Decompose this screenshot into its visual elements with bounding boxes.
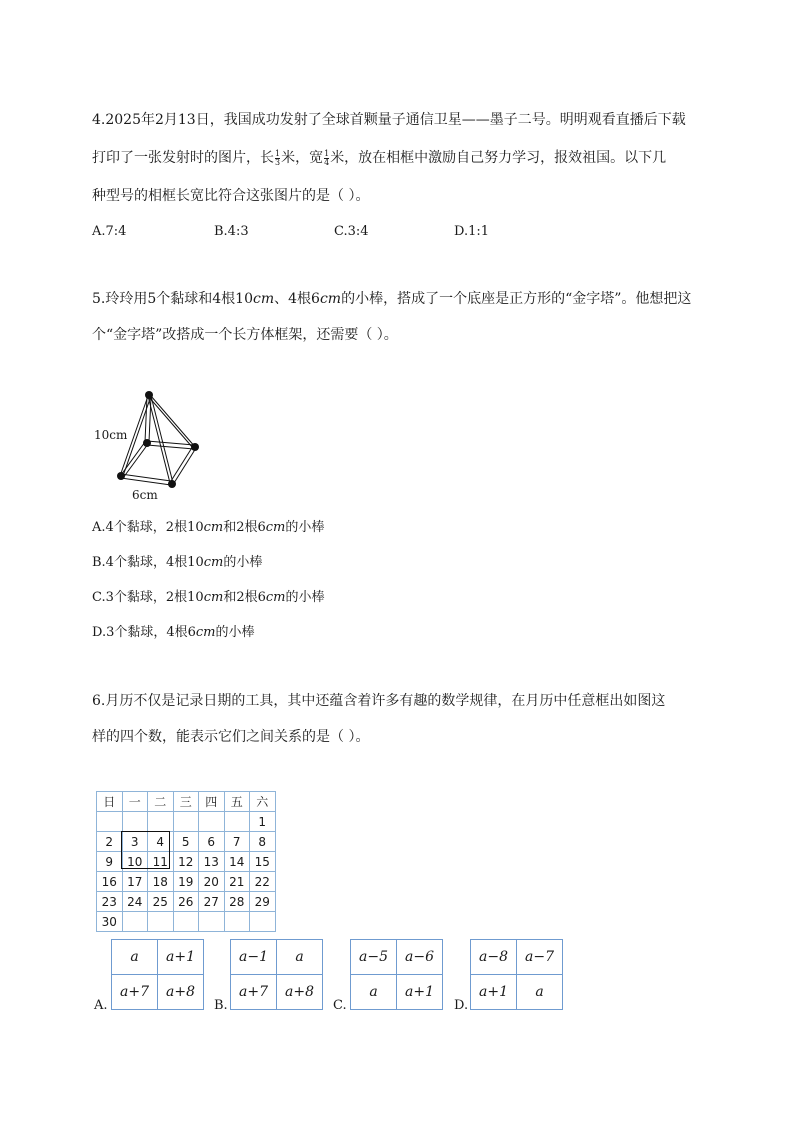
calendar-cell: [224, 912, 250, 932]
calendar-row: [97, 892, 276, 912]
q5-line1: [92, 289, 691, 309]
q5-option-b[interactable]: [92, 554, 262, 572]
fraction-one-fourth: $\frac{1}{4}$: [324, 148, 330, 167]
q6-choice-c-grid[interactable]: [350, 939, 443, 1010]
q5-line1-b: 、4根6: [274, 291, 320, 307]
q5-unit: cm: [265, 590, 286, 605]
calendar-row: [97, 812, 276, 832]
calendar-cell: 17: [122, 872, 148, 892]
calendar-cell: 10: [122, 852, 148, 872]
calendar-cell: 5: [173, 832, 199, 852]
calendar-row: [97, 912, 276, 932]
calendar-cell: 1: [250, 812, 276, 832]
q5-option-a[interactable]: [92, 519, 324, 537]
calendar-header-cell: 一: [122, 792, 148, 812]
grid-cell: a: [351, 975, 397, 1010]
calendar-cell: 23: [97, 892, 123, 912]
q5-a-part3: 的小棒: [285, 520, 325, 535]
q5-a-part2: 和2根6: [223, 520, 266, 535]
calendar-cell: 29: [250, 892, 276, 912]
calendar-cell: 19: [173, 872, 199, 892]
calendar-header-row: [97, 792, 276, 812]
q4-option-a[interactable]: A.7:4: [92, 224, 127, 239]
label-6cm: 6cm: [132, 488, 158, 502]
calendar-cell: 6: [199, 832, 225, 852]
calendar-cell: 22: [250, 872, 276, 892]
calendar-selection-frame: [121, 831, 170, 869]
calendar-cell: 20: [199, 872, 225, 892]
grid-cell: a+8: [277, 975, 323, 1010]
calendar-header-cell: 六: [250, 792, 276, 812]
calendar-cell: [122, 812, 148, 832]
calendar-cell: [224, 812, 250, 832]
q5-unit: cm: [195, 625, 216, 640]
q4-option-c[interactable]: C.3:4: [334, 224, 369, 239]
grid-cell: a: [112, 940, 158, 975]
grid-cell: a−6: [397, 940, 443, 975]
calendar-cell: [148, 912, 174, 932]
q4-option-b[interactable]: B.4:3: [214, 224, 249, 239]
grid-cell: a−1: [231, 940, 277, 975]
q5-c-part2: 和2根6: [223, 590, 266, 605]
q5-d-part1: D.3个黏球，4根6: [92, 625, 196, 640]
calendar-header-cell: 日: [97, 792, 123, 812]
q5-b-part2: 的小棒: [223, 555, 263, 570]
q5-unit: cm: [265, 520, 286, 535]
calendar-cell: [199, 912, 225, 932]
calendar-header-cell: 三: [173, 792, 199, 812]
q6-choice-a-grid[interactable]: [111, 939, 204, 1010]
q4-line2: [92, 148, 666, 168]
calendar-cell: 18: [148, 872, 174, 892]
calendar-cell: [199, 812, 225, 832]
q6-line2: 样的四个数，能表示它们之间关系的是（ ）。: [92, 729, 370, 745]
calendar-cell: [250, 912, 276, 932]
q4-line2-a: 打印了一张发射时的图片，长: [92, 150, 274, 166]
q6-choice-d-label[interactable]: D.: [454, 998, 469, 1013]
fraction-one-third: $\frac{1}{3}$: [275, 148, 281, 167]
label-10cm: 10cm: [94, 428, 128, 442]
q6-choice-a-label[interactable]: A.: [94, 998, 108, 1013]
grid-cell: a+1: [397, 975, 443, 1010]
q6-choice-c-label[interactable]: C.: [333, 998, 347, 1013]
grid-cell: a+7: [112, 975, 158, 1010]
q5-unit: cm: [319, 291, 342, 307]
calendar-cell: [97, 812, 123, 832]
q5-option-c[interactable]: [92, 589, 324, 607]
q4-line3: 种型号的相框长宽比符合这张图片的是（ ）。: [92, 188, 370, 204]
q5-line1-a: 5.玲玲用5个黏球和4根10: [92, 291, 253, 307]
q5-unit: cm: [203, 590, 224, 605]
calendar-cell: 2: [97, 832, 123, 852]
calendar-row: [97, 872, 276, 892]
grid-cell: a+8: [158, 975, 204, 1010]
q5-unit: cm: [253, 291, 275, 307]
calendar-cell: 27: [199, 892, 225, 912]
calendar-cell: 4: [148, 832, 174, 852]
q5-unit: cm: [203, 520, 224, 535]
calendar-cell: 24: [122, 892, 148, 912]
q4-line2-c: 米，放在相框中激励自己努力学习，报效祖国。以下几: [330, 150, 667, 166]
calendar-cell: [148, 812, 174, 832]
calendar-cell: 11: [148, 852, 174, 872]
grid-cell: a−5: [351, 940, 397, 975]
q4-line2-b: 米，宽: [281, 150, 324, 166]
q6-choice-b-label[interactable]: B.: [214, 998, 228, 1013]
calendar-cell: 15: [250, 852, 276, 872]
q6-choice-d-grid[interactable]: [470, 939, 563, 1010]
grid-cell: a+1: [158, 940, 204, 975]
grid-cell: a−7: [517, 940, 563, 975]
calendar-cell: 28: [224, 892, 250, 912]
grid-cell: a−8: [471, 940, 517, 975]
calendar-cell: [122, 912, 148, 932]
grid-cell: a+1: [471, 975, 517, 1010]
calendar-cell: [173, 812, 199, 832]
calendar-header-cell: 五: [224, 792, 250, 812]
calendar-cell: 9: [97, 852, 123, 872]
grid-cell: a: [517, 975, 563, 1010]
calendar-cell: 30: [97, 912, 123, 932]
q5-d-part2: 的小棒: [215, 625, 255, 640]
q5-b-part1: B.4个黏球，4根10: [92, 555, 204, 570]
calendar-cell: [173, 912, 199, 932]
q5-c-part3: 的小棒: [285, 590, 325, 605]
calendar-header-cell: 二: [148, 792, 174, 812]
calendar-cell: 7: [224, 832, 250, 852]
calendar-cell: 3: [122, 832, 148, 852]
q5-c-part1: C.3个黏球，2根10: [92, 590, 204, 605]
grid-cell: a+7: [231, 975, 277, 1010]
calendar-cell: 8: [250, 832, 276, 852]
calendar-cell: 21: [224, 872, 250, 892]
grid-cell: a: [277, 940, 323, 975]
calendar-cell: 12: [173, 852, 199, 872]
calendar-cell: 13: [199, 852, 225, 872]
q5-option-d[interactable]: [92, 624, 255, 642]
q5-unit: cm: [203, 555, 224, 570]
q6-choice-b-grid[interactable]: [230, 939, 323, 1010]
q6-line1: 6.月历不仅是记录日期的工具，其中还蕴含着许多有趣的数学规律，在月历中任意框出如图这: [92, 693, 666, 709]
q5-line1-c: 的小棒，搭成了一个底座是正方形的“金字塔”。他想把这: [341, 291, 692, 307]
calendar-cell: 16: [97, 872, 123, 892]
q5-a-part1: A.4个黏球，2根10: [92, 520, 204, 535]
q5-line2: 个“金字塔”改搭成一个长方体框架，还需要（ ）。: [92, 327, 398, 343]
calendar-header-cell: 四: [199, 792, 225, 812]
q4-option-d[interactable]: D.1:1: [454, 224, 490, 239]
calendar-cell: 14: [224, 852, 250, 872]
calendar-cell: 26: [173, 892, 199, 912]
q4-line1: 4.2025年2月13日，我国成功发射了全球首颗量子通信卫星——墨子二号。明明观看直播后下载: [92, 112, 686, 128]
calendar-cell: 25: [148, 892, 174, 912]
